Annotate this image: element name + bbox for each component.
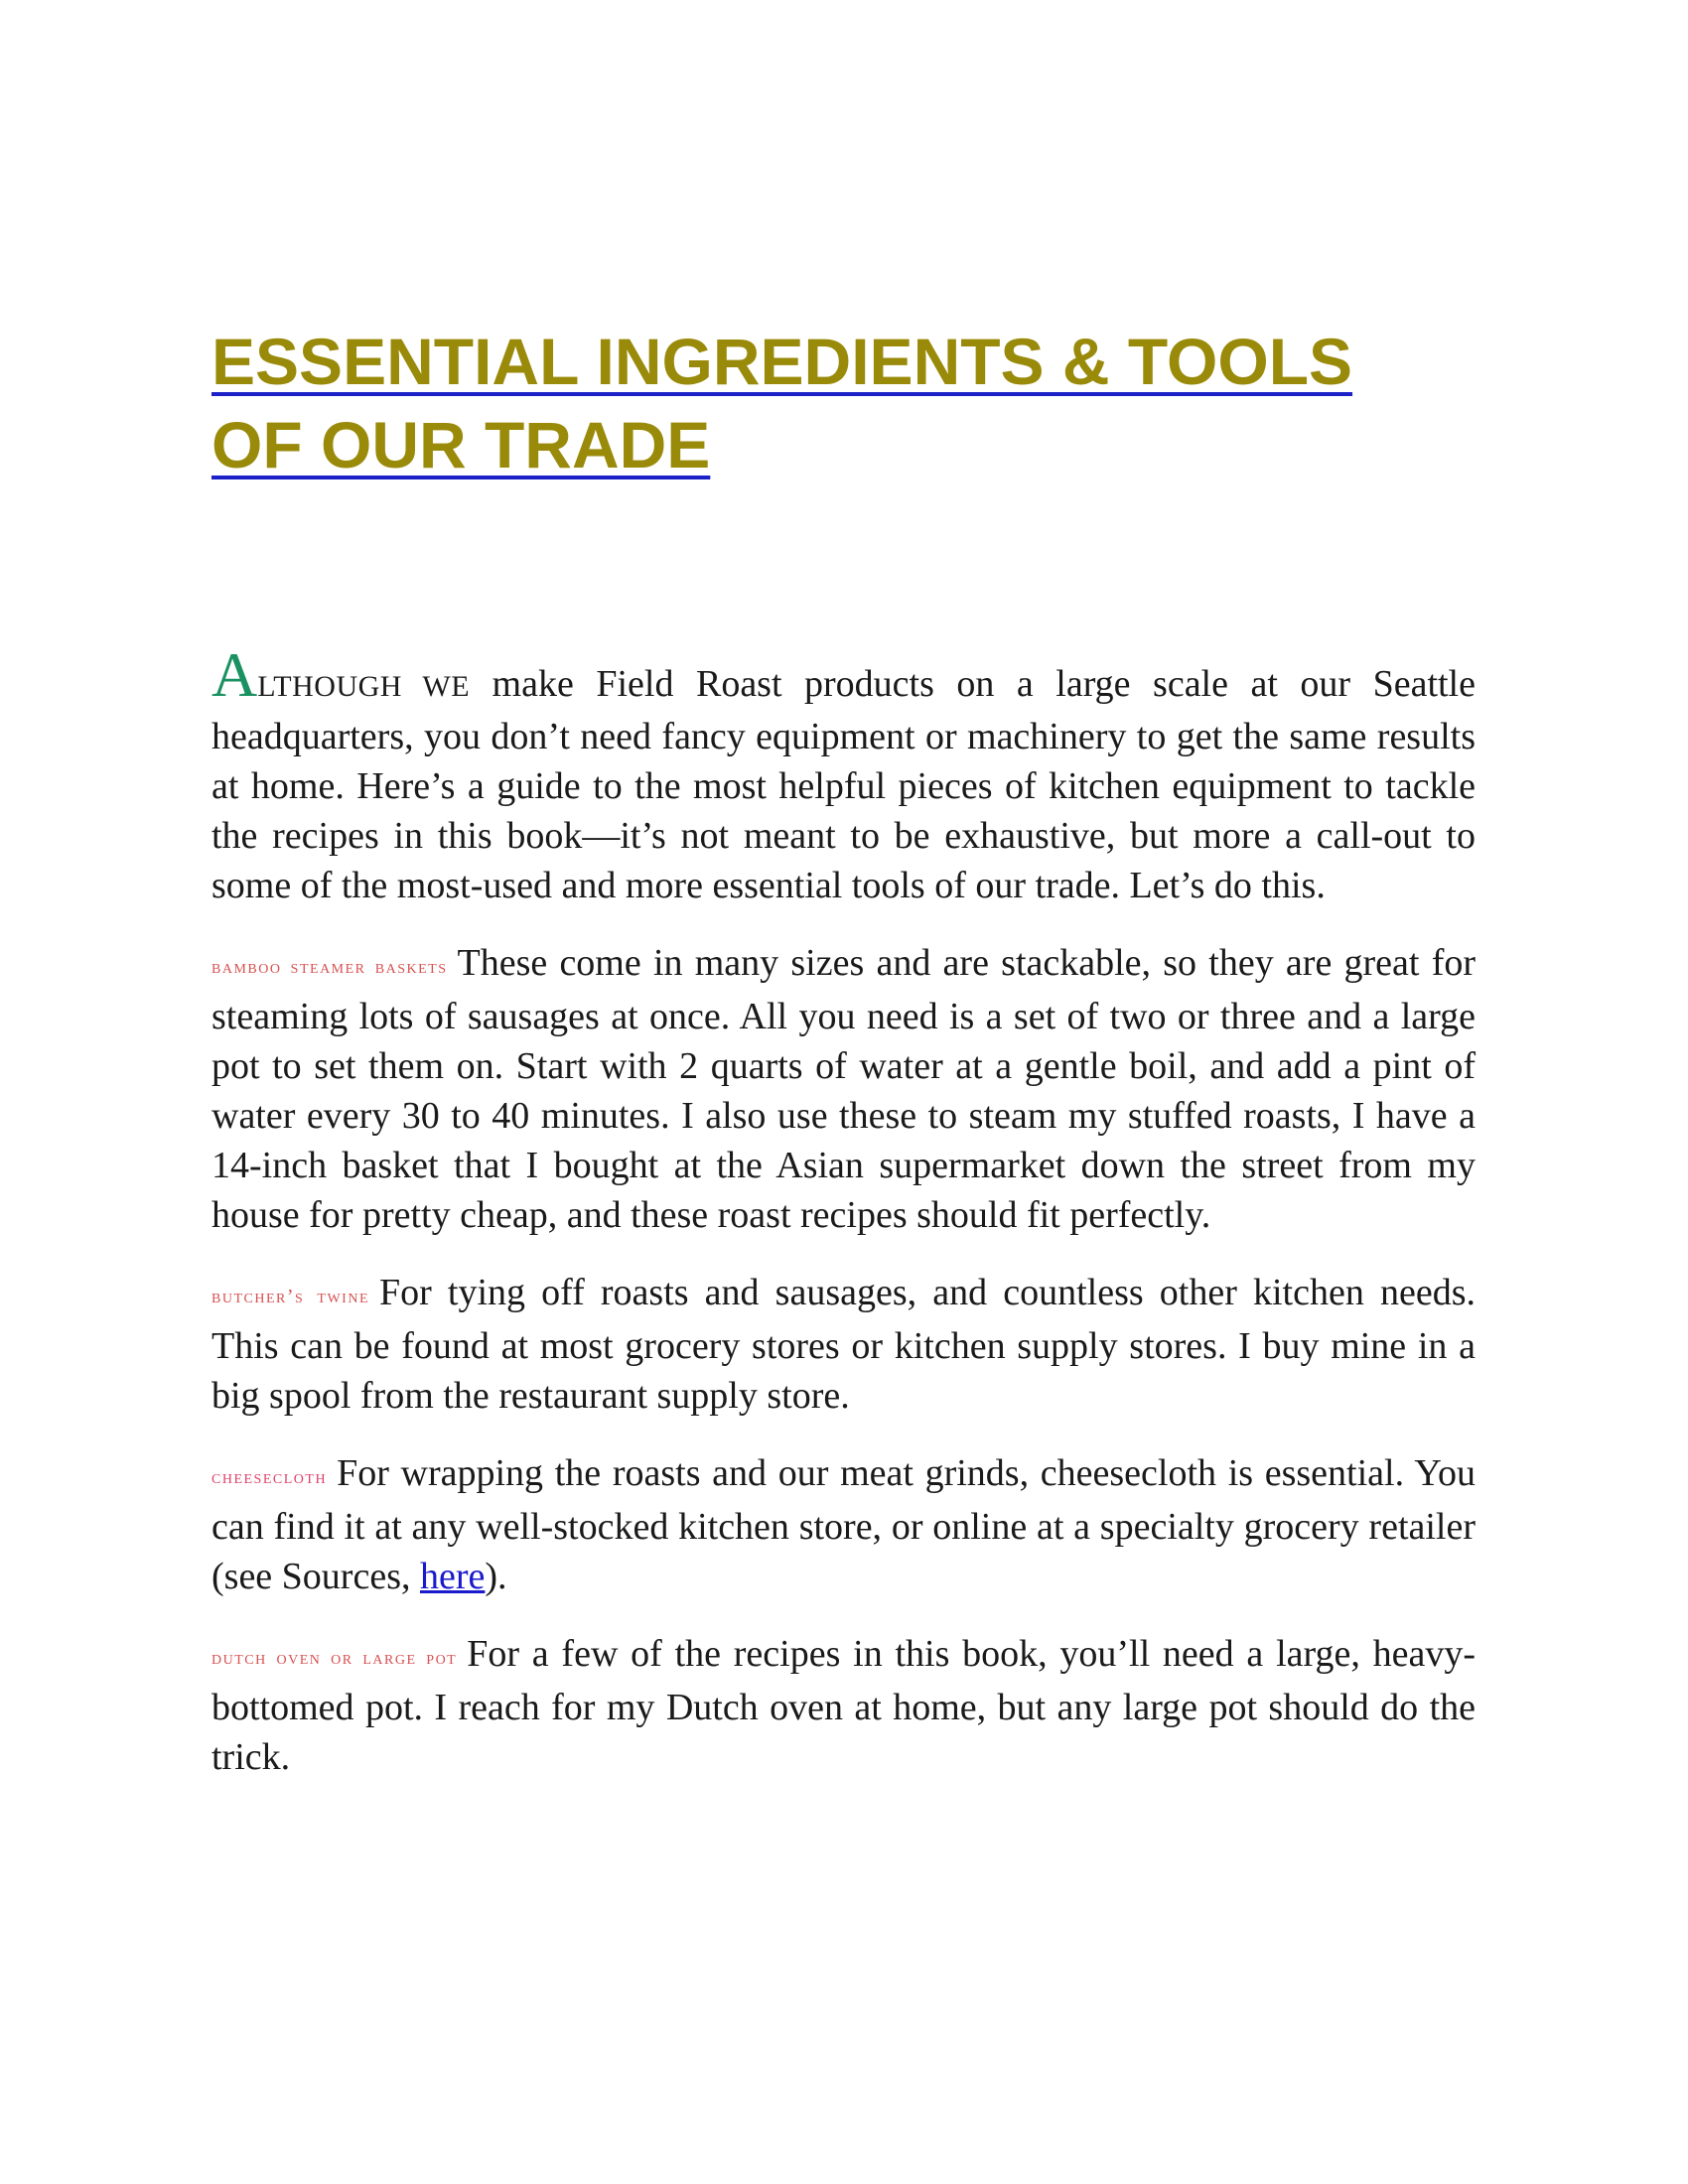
entry-cheesecloth: [211, 1448, 1476, 1601]
entry-text: For a few of the recipes in this book, you’ll need a large, heavy-bottomed pot. I reach for my Dutch oven at home, but any large pot should do the trick.: [211, 1633, 1476, 1778]
body-text: [211, 639, 1477, 1810]
chapter-title: [211, 320, 1476, 486]
chapter-title-line-1[interactable]: ESSENTIAL INGREDIENTS & TOOLS: [211, 325, 1353, 398]
entry-text: For wrapping the roasts and our meat grinds, cheesecloth is essential. You can find it at any well-stocked kitchen store, or online at a specialty grocery retailer (see Sources,: [211, 1452, 1476, 1597]
drop-cap: A: [211, 639, 258, 710]
entry-butchers-twine: [211, 1268, 1476, 1421]
entry-bamboo-steamer: [211, 938, 1476, 1240]
entry-text: These come in many sizes and are stackable, so they are great for steaming lots of sausages at once. All you need is a set of two or three and a large pot to set them on. Start with 2 quarts of water at a gentle boil, and add a pint of water every 30 to 40 minutes. I also use these to steam my stuffed roasts, I have a 14-inch basket that I bought at the Asian supermarket down the street from my house for pretty cheap, and these roast recipes should fit perfectly.: [211, 942, 1477, 1236]
entry-term: cheesecloth: [211, 1466, 328, 1488]
entry-term: bamboo steamer baskets: [211, 956, 448, 978]
sources-link[interactable]: here: [419, 1556, 486, 1597]
chapter-title-line-2[interactable]: OF OUR TRADE: [211, 408, 711, 481]
entry-term: butcher’s twine: [211, 1286, 369, 1307]
entry-text: For tying off roasts and sausages, and countless other kitchen needs. This can be found at most grocery stores or kitchen supply stores. I buy mine in a big spool from the restaurant supply store.: [211, 1272, 1476, 1417]
entry-text-after: ).: [485, 1556, 507, 1597]
entry-dutch-oven: [211, 1629, 1476, 1782]
intro-text: make Field Roast products on a large scale at our Seattle headquarters, you don’t need fancy equipment or machinery to get the same results at home. Here’s a guide to the most helpful pieces of kitchen equipment to tackle the recipes in this book—it’s not meant to be exhaustive, but more a call-out to some of the most-used and more essential tools of our trade. Let’s do this.: [211, 663, 1476, 906]
intro-paragraph: [211, 639, 1476, 910]
intro-lead: LTHOUGH WE: [257, 670, 471, 703]
entry-term: dutch oven or large pot: [211, 1647, 458, 1669]
